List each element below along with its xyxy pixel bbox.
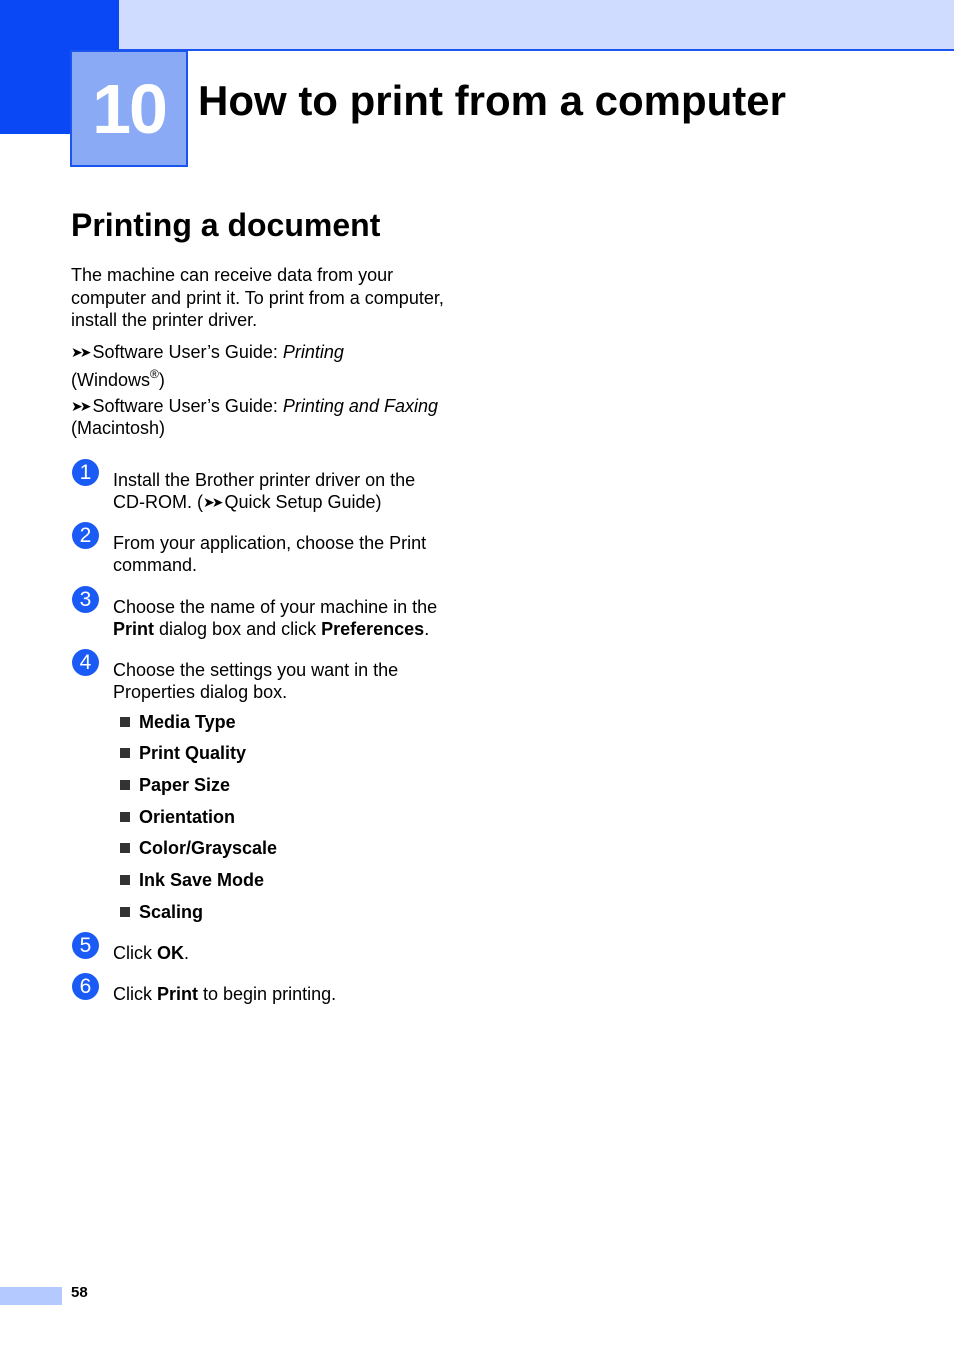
double-arrow-icon: ➤➤ <box>202 494 221 510</box>
double-arrow-icon: ➤➤ <box>71 397 89 414</box>
settings-list <box>120 711 446 933</box>
step-text-part: Choose the name of your machine in the <box>113 596 438 617</box>
step-text-part: to begin printing. <box>198 983 337 1004</box>
step-number-badge: 6 <box>72 973 99 1000</box>
reference-windows <box>71 341 446 392</box>
ref-emphasis: Printing <box>282 341 344 362</box>
step-text <box>113 469 446 514</box>
step-text <box>113 596 446 641</box>
settings-list-item: Color/Grayscale <box>120 837 446 869</box>
intro-paragraph: The machine can receive data from your computer and print it. To print from a computer, install the printer driver. <box>71 265 444 330</box>
step-text-part: Install the Brother printer driver on the CD-ROM. ( <box>113 469 416 512</box>
registered-mark: ® <box>150 367 159 381</box>
ref-emphasis: Printing and Faxing <box>282 395 438 416</box>
ref-os: (Windows <box>71 370 151 390</box>
step-number-badge: 2 <box>72 522 99 549</box>
step-number-badge: 3 <box>72 586 99 613</box>
chapter-number: 10 <box>70 50 188 167</box>
ref-text: Software User’s Guide: <box>92 395 283 416</box>
step-6 <box>71 974 446 1006</box>
step-text-part: Click <box>113 943 157 964</box>
step-number-badge: 4 <box>72 649 99 676</box>
ui-term-print: Print <box>113 619 155 639</box>
step-text: Choose the settings you want in the Properties dialog box. <box>113 659 399 702</box>
step-2 <box>71 523 446 577</box>
step-1 <box>71 460 446 514</box>
step-text: From your application, choose the Print command. <box>113 532 427 575</box>
ui-term-print: Print <box>157 983 199 1004</box>
reference-macintosh <box>71 395 446 440</box>
settings-list-item: Ink Save Mode <box>120 869 446 901</box>
ref-text: Software User’s Guide: <box>92 341 283 362</box>
section-title: Printing a document <box>71 207 381 243</box>
step-number-badge: 1 <box>72 459 99 486</box>
page-number: 58 <box>71 1284 88 1301</box>
settings-list-item: Scaling <box>120 901 446 933</box>
step-text <box>113 942 446 965</box>
settings-list-item: Print Quality <box>120 742 446 774</box>
step-text-part: . <box>424 619 430 639</box>
step-text-part: Quick Setup Guide) <box>224 492 382 512</box>
step-text-part: . <box>184 943 190 964</box>
double-arrow-icon: ➤➤ <box>71 343 89 360</box>
step-text-part: Click <box>113 983 157 1004</box>
settings-list-item: Orientation <box>120 806 446 838</box>
step-5 <box>71 934 446 965</box>
chapter-title: How to print from a computer <box>198 77 786 124</box>
header-band <box>0 0 954 51</box>
ref-os: (Macintosh) <box>71 418 166 438</box>
footer-bar <box>0 1287 62 1305</box>
step-4 <box>71 650 446 704</box>
ref-close: ) <box>158 370 165 390</box>
ui-term-ok: OK <box>157 943 184 964</box>
step-number-badge: 5 <box>72 932 99 959</box>
step-text <box>113 983 446 1006</box>
step-text-part: dialog box and click <box>154 619 322 639</box>
step-3 <box>71 587 446 641</box>
page-content <box>71 264 446 1005</box>
settings-list-item: Media Type <box>120 711 446 743</box>
ui-term-preferences: Preferences <box>321 619 425 639</box>
settings-list-item: Paper Size <box>120 774 446 806</box>
